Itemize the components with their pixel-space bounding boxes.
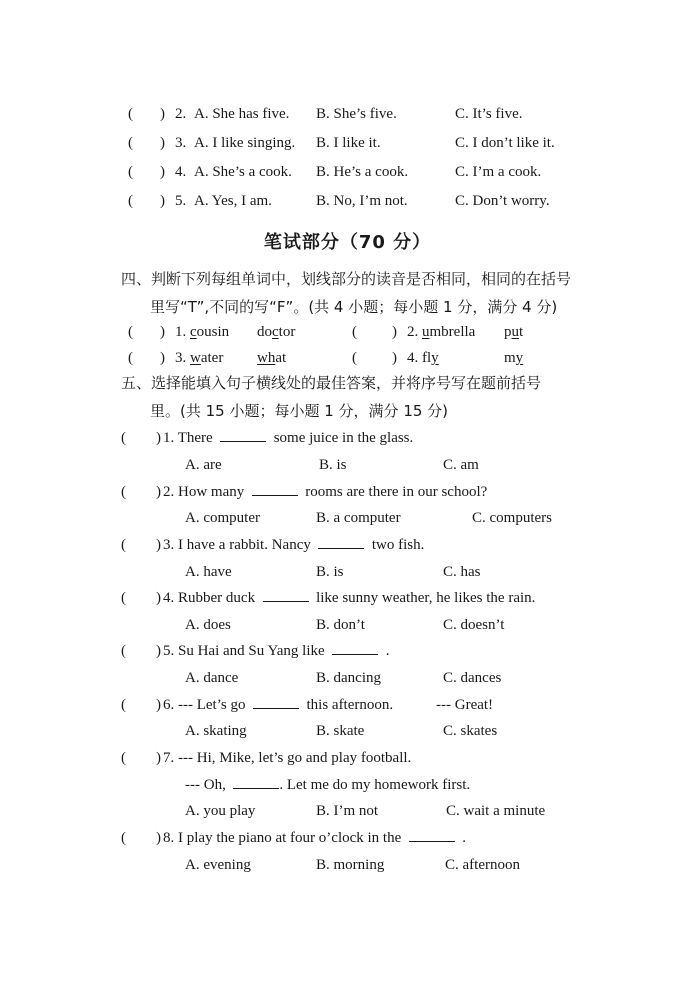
answer-bracket-close: )	[392, 324, 397, 340]
written-part-title: 笔试部分（70 分）	[263, 232, 432, 253]
stem-post: this afternoon.	[306, 697, 394, 713]
option-b: B. She’s five.	[316, 106, 397, 122]
stem-post: like sunny weather, he likes the rain.	[316, 590, 536, 606]
word-part: fl	[422, 350, 432, 366]
answer-bracket-close: )	[160, 193, 165, 209]
section-4-instruction-line1: 四、判断下列每组单词中，划线部分的读音是否相同，相同的在括号	[121, 270, 572, 288]
option-b: B. don’t	[316, 617, 365, 633]
option-c: C. has	[443, 564, 481, 580]
item-number: 7.	[163, 750, 175, 766]
answer-bracket-open: (	[121, 590, 126, 606]
stem-pre: --- Hi, Mike, let’s go and play football.	[178, 750, 412, 766]
stem-post: .	[462, 830, 467, 846]
item-number: 6.	[163, 697, 175, 713]
stem-pre: I have a rabbit. Nancy	[178, 537, 311, 553]
item-number: 3.	[175, 135, 187, 151]
stem-pre: --- Oh,	[185, 777, 226, 793]
option-a: A. evening	[185, 857, 251, 873]
option-b: B. I’m not	[316, 803, 379, 819]
answer-bracket-open: (	[128, 193, 133, 209]
underlined-letters: u	[422, 324, 430, 340]
item-number: 4.	[407, 350, 419, 366]
option-b: B. No, I’m not.	[316, 193, 408, 209]
underlined-letters: c	[190, 324, 197, 340]
item-number: 5.	[175, 193, 187, 209]
phonics-item	[407, 319, 475, 345]
word-2	[504, 319, 523, 345]
option-b: B. is	[316, 564, 344, 580]
option-b: B. I like it.	[316, 135, 381, 151]
answer-bracket-open: (	[128, 350, 133, 366]
underlined-letters: u	[511, 324, 519, 340]
answer-bracket-close: )	[156, 484, 161, 500]
item-number: 4.	[175, 164, 187, 180]
phonics-item	[175, 319, 229, 345]
word-part: t	[519, 324, 524, 340]
option-b: B. morning	[316, 857, 385, 873]
stem-pre: I play the piano at four o’clock in the	[178, 830, 402, 846]
item-number: 8.	[163, 830, 175, 846]
answer-blank[interactable]	[233, 774, 279, 789]
option-c: C. skates	[443, 723, 498, 739]
word-1	[422, 350, 439, 366]
stem-pre: Su Hai and Su Yang like	[178, 643, 325, 659]
option-c: C. am	[443, 457, 479, 473]
item-number: 1.	[163, 430, 175, 446]
option-c: C. afternoon	[445, 857, 520, 873]
option-b: B. skate	[316, 723, 365, 739]
stem-post: . Let me do my homework first.	[279, 777, 471, 793]
answer-bracket-close: )	[156, 537, 161, 553]
answer-bracket-close: )	[160, 324, 165, 340]
option-b: B. He’s a cook.	[316, 164, 409, 180]
option-a: A. Yes, I am.	[194, 193, 272, 209]
option-a: A. you play	[185, 803, 256, 819]
answer-bracket-close: )	[156, 750, 161, 766]
option-c: C. I’m a cook.	[455, 164, 542, 180]
stem-pre: Rubber duck	[178, 590, 256, 606]
stem-post: two fish.	[371, 537, 425, 553]
option-a: A. She’s a cook.	[194, 164, 292, 180]
stem-post: some juice in the glass.	[273, 430, 414, 446]
answer-bracket-close: )	[160, 350, 165, 366]
underlined-letters: y	[431, 350, 439, 366]
answer-bracket-open: (	[128, 135, 133, 151]
answer-blank[interactable]	[318, 534, 364, 549]
option-a: A. skating	[185, 723, 247, 739]
answer-blank[interactable]	[263, 587, 309, 602]
answer-bracket-open: (	[352, 350, 357, 366]
section-4-instruction-line2: 里写“T”,不同的写“F”。(共 4 小题；每小题 1 分，满分 4 分)	[150, 298, 558, 316]
option-a: A. I like singing.	[194, 135, 296, 151]
stem-reply: --- Great!	[436, 697, 494, 713]
stem-post: .	[385, 643, 390, 659]
answer-blank[interactable]	[252, 481, 298, 496]
item-number: 2.	[407, 324, 419, 340]
item-number: 3.	[175, 350, 187, 366]
underlined-letters: w	[190, 350, 201, 366]
item-number: 2.	[163, 484, 175, 500]
answer-bracket-open: (	[352, 324, 357, 340]
answer-bracket-open: (	[128, 106, 133, 122]
answer-bracket-open: (	[121, 643, 126, 659]
answer-bracket-close: )	[156, 830, 161, 846]
option-b: B. a computer	[316, 510, 401, 526]
option-c: C. I don’t like it.	[455, 135, 555, 151]
phonics-item	[407, 345, 439, 371]
option-a: A. computer	[185, 510, 260, 526]
word-part: tor	[278, 324, 296, 340]
option-a: A. have	[185, 564, 232, 580]
answer-blank[interactable]	[332, 640, 378, 655]
underlined-letters: y	[515, 350, 524, 366]
item-number: 2.	[175, 106, 187, 122]
stem-pre: There	[177, 430, 213, 446]
item-number: 3.	[163, 537, 175, 553]
section-5-instruction-line2: 里。(共 15 小题；每小题 1 分，满分 15 分)	[150, 402, 449, 420]
word-2	[504, 345, 523, 371]
answer-bracket-close: )	[160, 106, 165, 122]
underlined-letters: wh	[257, 350, 276, 366]
phonics-row	[128, 319, 548, 345]
stem-pre: How many	[178, 484, 245, 500]
answer-bracket-open: (	[121, 430, 126, 446]
word-1	[190, 350, 223, 366]
word-part: do	[257, 324, 272, 340]
word-part: at	[275, 350, 287, 366]
option-a: A. does	[185, 617, 231, 633]
word-part: mbrella	[429, 324, 476, 340]
word-part: ousin	[196, 324, 230, 340]
item-number: 1.	[175, 324, 187, 340]
option-b: B. is	[319, 457, 347, 473]
word-1	[422, 324, 475, 340]
option-c: C. dances	[443, 670, 502, 686]
answer-bracket-open: (	[128, 324, 133, 340]
option-a: A. dance	[185, 670, 239, 686]
option-a: A. are	[185, 457, 222, 473]
answer-bracket-close: )	[156, 430, 161, 446]
option-c: C. It’s five.	[455, 106, 523, 122]
stem-post: rooms are there in our school?	[305, 484, 488, 500]
option-c: C. computers	[472, 510, 552, 526]
answer-bracket-open: (	[121, 537, 126, 553]
option-c: C. wait a minute	[446, 803, 546, 819]
phonics-row	[128, 345, 548, 371]
answer-bracket-close: )	[156, 643, 161, 659]
option-c: C. doesn’t	[443, 617, 505, 633]
word-2	[257, 345, 286, 371]
underlined-letters: c	[272, 324, 279, 340]
phonics-item	[175, 345, 223, 371]
word-1	[190, 324, 229, 340]
answer-blank[interactable]	[220, 427, 266, 442]
answer-bracket-open: (	[128, 164, 133, 180]
answer-bracket-close: )	[156, 590, 161, 606]
word-part: p	[504, 324, 512, 340]
word-2	[257, 319, 295, 345]
stem-pre: --- Let’s go	[178, 697, 246, 713]
answer-bracket-close: )	[160, 135, 165, 151]
word-part: m	[504, 350, 516, 366]
answer-blank[interactable]	[409, 827, 455, 842]
answer-blank[interactable]	[253, 694, 299, 709]
answer-bracket-open: (	[121, 484, 126, 500]
section-5-instruction-line1: 五、选择能填入句子横线处的最佳答案，并将序号写在题前括号	[121, 374, 542, 392]
answer-bracket-close: )	[156, 697, 161, 713]
item-number: 5.	[163, 643, 175, 659]
word-part: ater	[200, 350, 224, 366]
answer-bracket-open: (	[121, 830, 126, 846]
option-c: C. Don’t worry.	[455, 193, 550, 209]
answer-bracket-close: )	[392, 350, 397, 366]
answer-bracket-open: (	[121, 697, 126, 713]
option-a: A. She has five.	[194, 106, 290, 122]
answer-bracket-close: )	[160, 164, 165, 180]
option-b: B. dancing	[316, 670, 381, 686]
item-number: 4.	[163, 590, 175, 606]
answer-bracket-open: (	[121, 750, 126, 766]
